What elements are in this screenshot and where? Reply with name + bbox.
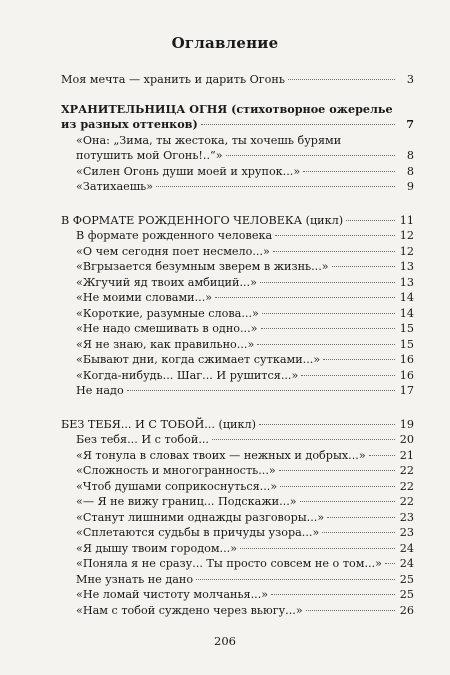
toc-entry-text: «Жгучий яд твоих амбиций...» — [76, 275, 257, 289]
leader-dots — [273, 251, 395, 252]
toc-entry-text: «Чтоб душами соприкоснуться...» — [76, 479, 278, 493]
page-title: Оглавление — [171, 34, 279, 52]
leader-dots — [240, 548, 395, 549]
toc-entry — [61, 587, 414, 603]
toc-entry — [61, 148, 414, 164]
leader-dots — [303, 171, 395, 172]
toc-entry — [61, 432, 414, 448]
toc-entry-text: «Когда-нибудь... Шаг... И рушится...» — [76, 368, 299, 382]
toc-page-number: 23 — [399, 510, 414, 524]
leader-dots — [212, 439, 395, 440]
leader-dots — [201, 124, 395, 125]
toc-entry — [61, 133, 414, 149]
section-heading-text: из разных оттенков) — [61, 117, 198, 131]
leader-dots — [369, 455, 395, 456]
toc-page-number: 22 — [399, 464, 414, 477]
toc-entry — [61, 448, 414, 464]
section-heading-text: В ФОРМАТЕ РОЖДЕННОГО ЧЕЛОВЕКА (цикл) — [61, 213, 344, 227]
toc-page-number: 13 — [399, 275, 414, 289]
toc-page-number: 3 — [406, 73, 414, 86]
toc-entry — [61, 259, 414, 275]
toc-page-number: 11 — [399, 213, 414, 227]
toc-entry-text: «Станут лишними однажды разговоры...» — [76, 510, 325, 524]
leader-dots — [275, 235, 395, 236]
leader-dots — [127, 390, 395, 391]
toc-entry-text: «Сложность и многогранность...» — [76, 464, 276, 477]
toc-page-number: 7 — [406, 117, 414, 131]
page-number: 206 — [214, 634, 236, 648]
toc-page-number: 22 — [399, 495, 414, 508]
toc-entry — [61, 179, 414, 195]
toc-entry-text: «Я дышу твоим городом...» — [76, 541, 238, 555]
leader-dots — [271, 594, 395, 595]
leader-dots — [301, 375, 395, 376]
leader-dots — [300, 501, 395, 502]
toc-entry-text: Мне узнать не дано — [76, 572, 194, 586]
toc-entry — [61, 525, 414, 541]
toc-page-number: 13 — [399, 260, 414, 273]
toc-page-number: 15 — [399, 337, 414, 351]
toc-page-number: 14 — [399, 306, 414, 320]
leader-dots — [257, 344, 395, 345]
toc-entry-text: «— Я не вижу границ... Подскажи...» — [76, 495, 297, 508]
toc-page-number: 15 — [399, 322, 414, 335]
toc-entry-text: «Не надо смешивать в одно...» — [76, 322, 258, 335]
section-heading-2 — [61, 213, 414, 229]
toc-entry-text: «Затихаешь» — [76, 180, 154, 193]
toc-page-number: 12 — [399, 244, 414, 258]
toc-page-number: 25 — [399, 572, 414, 586]
toc-entry-text: Без тебя... И с тобой... — [76, 433, 209, 446]
toc-page-number: 14 — [399, 291, 414, 304]
toc-page-number: 16 — [399, 368, 414, 382]
toc-page-number: 26 — [399, 603, 414, 617]
toc-page-number: 12 — [399, 229, 414, 242]
toc-entry-text: «Короткие, разумные слова...» — [76, 306, 259, 320]
toc-entry — [61, 494, 414, 510]
toc-entry-text: «Вгрызается безумным зверем в жизнь...» — [76, 260, 329, 273]
toc-entry — [61, 556, 414, 572]
toc-entry-text: Не надо — [76, 384, 124, 397]
leader-dots — [260, 282, 395, 283]
leader-dots — [226, 155, 395, 156]
leader-dots — [385, 563, 395, 564]
toc-entry — [61, 603, 414, 619]
toc-entry — [61, 275, 414, 291]
toc-entry — [61, 244, 414, 260]
toc-entry-text: «Сплетаются судьбы в причуды узора...» — [76, 526, 320, 539]
toc-entry — [61, 572, 414, 588]
toc-page-number: 23 — [399, 526, 414, 539]
leader-dots — [280, 486, 395, 487]
toc-entry — [61, 290, 414, 306]
leader-dots — [288, 79, 395, 80]
leader-dots — [196, 579, 395, 580]
leader-dots — [327, 517, 395, 518]
toc-page-number: 19 — [399, 417, 414, 431]
toc-page-number: 8 — [406, 164, 414, 178]
toc-entry-text: «Не ломай чистоту молчанья...» — [76, 588, 269, 601]
toc-page-number: 24 — [399, 541, 414, 555]
toc-entry — [61, 228, 414, 244]
leader-dots — [306, 610, 395, 611]
leader-dots — [259, 424, 395, 425]
toc-page-number: 20 — [399, 433, 414, 446]
toc-entry — [61, 321, 414, 337]
leader-dots — [332, 266, 395, 267]
toc-page-number: 8 — [406, 149, 414, 162]
toc-entry — [61, 337, 414, 353]
leader-dots — [262, 313, 395, 314]
toc-entry-text: «Нам с тобой суждено через вьюгу...» — [76, 603, 303, 617]
toc-entry-text: «Я не знаю, как правильно...» — [76, 337, 255, 351]
section-heading-text: БЕЗ ТЕБЯ... И С ТОБОЙ... (цикл) — [61, 417, 256, 431]
toc-entry — [61, 164, 414, 180]
leader-dots — [261, 328, 395, 329]
leader-dots — [215, 297, 395, 298]
toc-page-number: 22 — [399, 479, 414, 493]
section-heading-text: ХРАНИТЕЛЬНИЦА ОГНЯ (стихотворное ожерелье — [61, 101, 393, 116]
section-heading-3 — [61, 417, 414, 433]
toc-page-number: 9 — [406, 180, 414, 193]
section-heading-1 — [61, 102, 414, 118]
toc-entry-text: В формате рожденного человека — [76, 229, 273, 242]
toc-page-number: 25 — [399, 588, 414, 601]
toc-entry-text: «О чем сегодня поет несмело...» — [76, 244, 270, 258]
leader-dots — [322, 532, 395, 533]
toc-entry — [61, 510, 414, 526]
toc-entry — [61, 368, 414, 384]
toc-page-number: 21 — [399, 448, 414, 462]
toc-entry-text: «Я тонула в словах твоих — нежных и добрых...» — [76, 448, 366, 462]
toc-page-number: 17 — [399, 384, 414, 397]
toc-entry — [61, 383, 414, 399]
leader-dots — [279, 470, 395, 471]
section-heading-1-cont — [61, 117, 414, 133]
toc-page-number: 24 — [399, 557, 414, 570]
table-of-contents — [61, 72, 414, 618]
toc-entry — [61, 352, 414, 368]
toc-entry-text: «Бывают дни, когда сжимает сутками...» — [76, 353, 321, 366]
toc-entry — [61, 306, 414, 322]
leader-dots — [323, 359, 395, 360]
toc-entry-intro — [61, 72, 414, 88]
toc-entry-text: «Силен Огонь души моей и хрупок...» — [76, 164, 301, 178]
leader-dots — [156, 186, 395, 187]
toc-entry — [61, 479, 414, 495]
toc-entry — [61, 463, 414, 479]
toc-entry-text: потушить мой Огонь!..“» — [76, 149, 223, 162]
toc-entry-text: «Не моими словами...» — [76, 291, 213, 304]
toc-page-number: 16 — [399, 353, 414, 366]
toc-entry-text: Моя мечта — хранить и дарить Огонь — [61, 73, 285, 86]
leader-dots — [346, 220, 395, 221]
toc-entry-text: «Поняла я не сразу... Ты просто совсем не о том...» — [76, 557, 382, 570]
toc-entry — [61, 541, 414, 557]
toc-entry-text: «Она: „Зима, ты жестока, ты хочешь бурями — [76, 133, 342, 147]
